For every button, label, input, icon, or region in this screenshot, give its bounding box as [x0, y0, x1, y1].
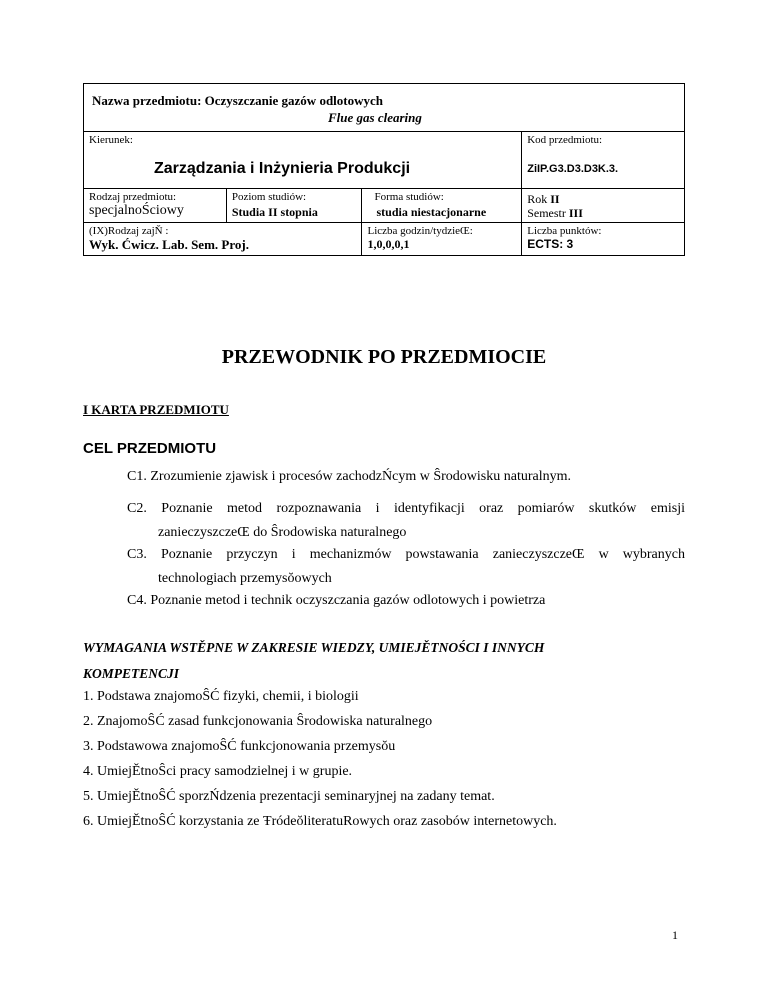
goal-item-c4: C4. Poznanie metod i technik oczyszczania gazów odlotowych i powietrza	[127, 593, 546, 608]
points-value: ECTS: 3	[527, 237, 574, 251]
code-label: Kod przedmiotu:	[527, 134, 603, 146]
classes-value: Wyk. Ćwicz. Lab. Sem. Proj.	[89, 237, 249, 252]
page-number: 1	[672, 928, 678, 942]
goal-item-c2-cont: zanieczyszczeŒ do Ŝrodowiska naturalnego	[158, 525, 407, 540]
type-label: Rodzaj przedmiotu:	[89, 191, 177, 203]
requirement-item: 6. UmiejĚtnoŜĆ korzystania ze ŦródeŏliteratuRowych oraz zasobów internetowych.	[83, 814, 557, 829]
points-cell	[522, 223, 685, 256]
subject-name-en: Flue gas clearing	[328, 110, 422, 125]
requirements-heading: WYMAGANIA WSTĚPNE W ZAKRESIE WIEDZY, UMIEJĚTNOŚCI I INNYCH	[83, 640, 545, 655]
code-value: ZiIP.G3.D3.D3K.3.	[527, 163, 619, 175]
goal-heading: CEL PRZEDMIOTU	[83, 440, 217, 457]
type-value: specjalnoŚciowy	[89, 203, 184, 218]
form-cell	[362, 189, 522, 223]
level-label: Poziom studiów:	[231, 191, 307, 203]
points-label: Liczba punktów:	[527, 225, 602, 237]
requirement-item: 1. Podstawa znajomoŜĆ fizyki, chemii, i biologii	[83, 689, 359, 704]
hours-cell	[362, 223, 522, 256]
section-heading-card: I KARTA PRZEDMIOTU	[83, 402, 229, 417]
requirement-item: 2. ZnajomoŜĆ zasad funkcjonowania Ŝrodowiska naturalnego	[83, 714, 433, 729]
direction-label: Kierunek:	[89, 134, 133, 146]
subject-cell	[84, 84, 685, 132]
form-value: studia niestacjonarne	[376, 205, 487, 219]
classes-label: (IX)Rodzaj zajŇ :	[89, 225, 169, 237]
level-value: Studia II stopnia	[231, 205, 318, 219]
hours-value: 1,0,0,0,1	[367, 237, 410, 251]
year-semester-cell	[522, 189, 685, 223]
goal-item-c2: C2. Poznanie metod rozpoznawania i identyfikacji oraz pomiarów skutków emisji	[127, 501, 685, 516]
goal-item-c3: C3. Poznanie przyczyn i mechanizmów powstawania zanieczyszczeŒ w wybranych	[127, 547, 685, 562]
year-value: II	[550, 192, 560, 206]
requirement-item: 5. UmiejĚtnoŜĆ sporzŃdzenia prezentacji seminaryjnej na zadany temat.	[83, 789, 495, 804]
course-info-table	[83, 83, 685, 256]
direction-cell	[84, 132, 522, 189]
code-cell	[522, 132, 685, 189]
hours-label: Liczba godzin/tydzieŒ:	[367, 225, 473, 237]
requirements-heading-cont: KOMPETENCJI	[83, 666, 180, 681]
goal-item-c3-cont: technologiach przemysŏowych	[158, 571, 332, 586]
direction-value: Zarządzania i Inżynieria Produkcji	[154, 160, 411, 177]
type-cell	[84, 189, 227, 223]
goal-item-c1: C1. Zrozumienie zjawisk i procesów zachodzŃcym w Ŝrodowisku naturalnym.	[127, 469, 572, 484]
form-label: Forma studiów:	[374, 191, 444, 203]
year-label: Rok	[527, 192, 548, 206]
semester-value: III	[568, 206, 583, 220]
level-cell	[226, 189, 362, 223]
semester-label: Semestr	[527, 206, 566, 220]
subject-label: Nazwa przedmiotu:	[92, 93, 202, 108]
classes-cell	[84, 223, 362, 256]
subject-name: Oczyszczanie gazów odlotowych	[204, 93, 384, 108]
requirement-item: 4. UmiejĚtnoŜci pracy samodzielnej i w grupie.	[83, 764, 353, 779]
page-title: PRZEWODNIK PO PRZEDMIOCIE	[221, 346, 547, 368]
requirement-item: 3. Podstawowa znajomoŜĆ funkcjonowania przemysŏu	[83, 739, 396, 754]
